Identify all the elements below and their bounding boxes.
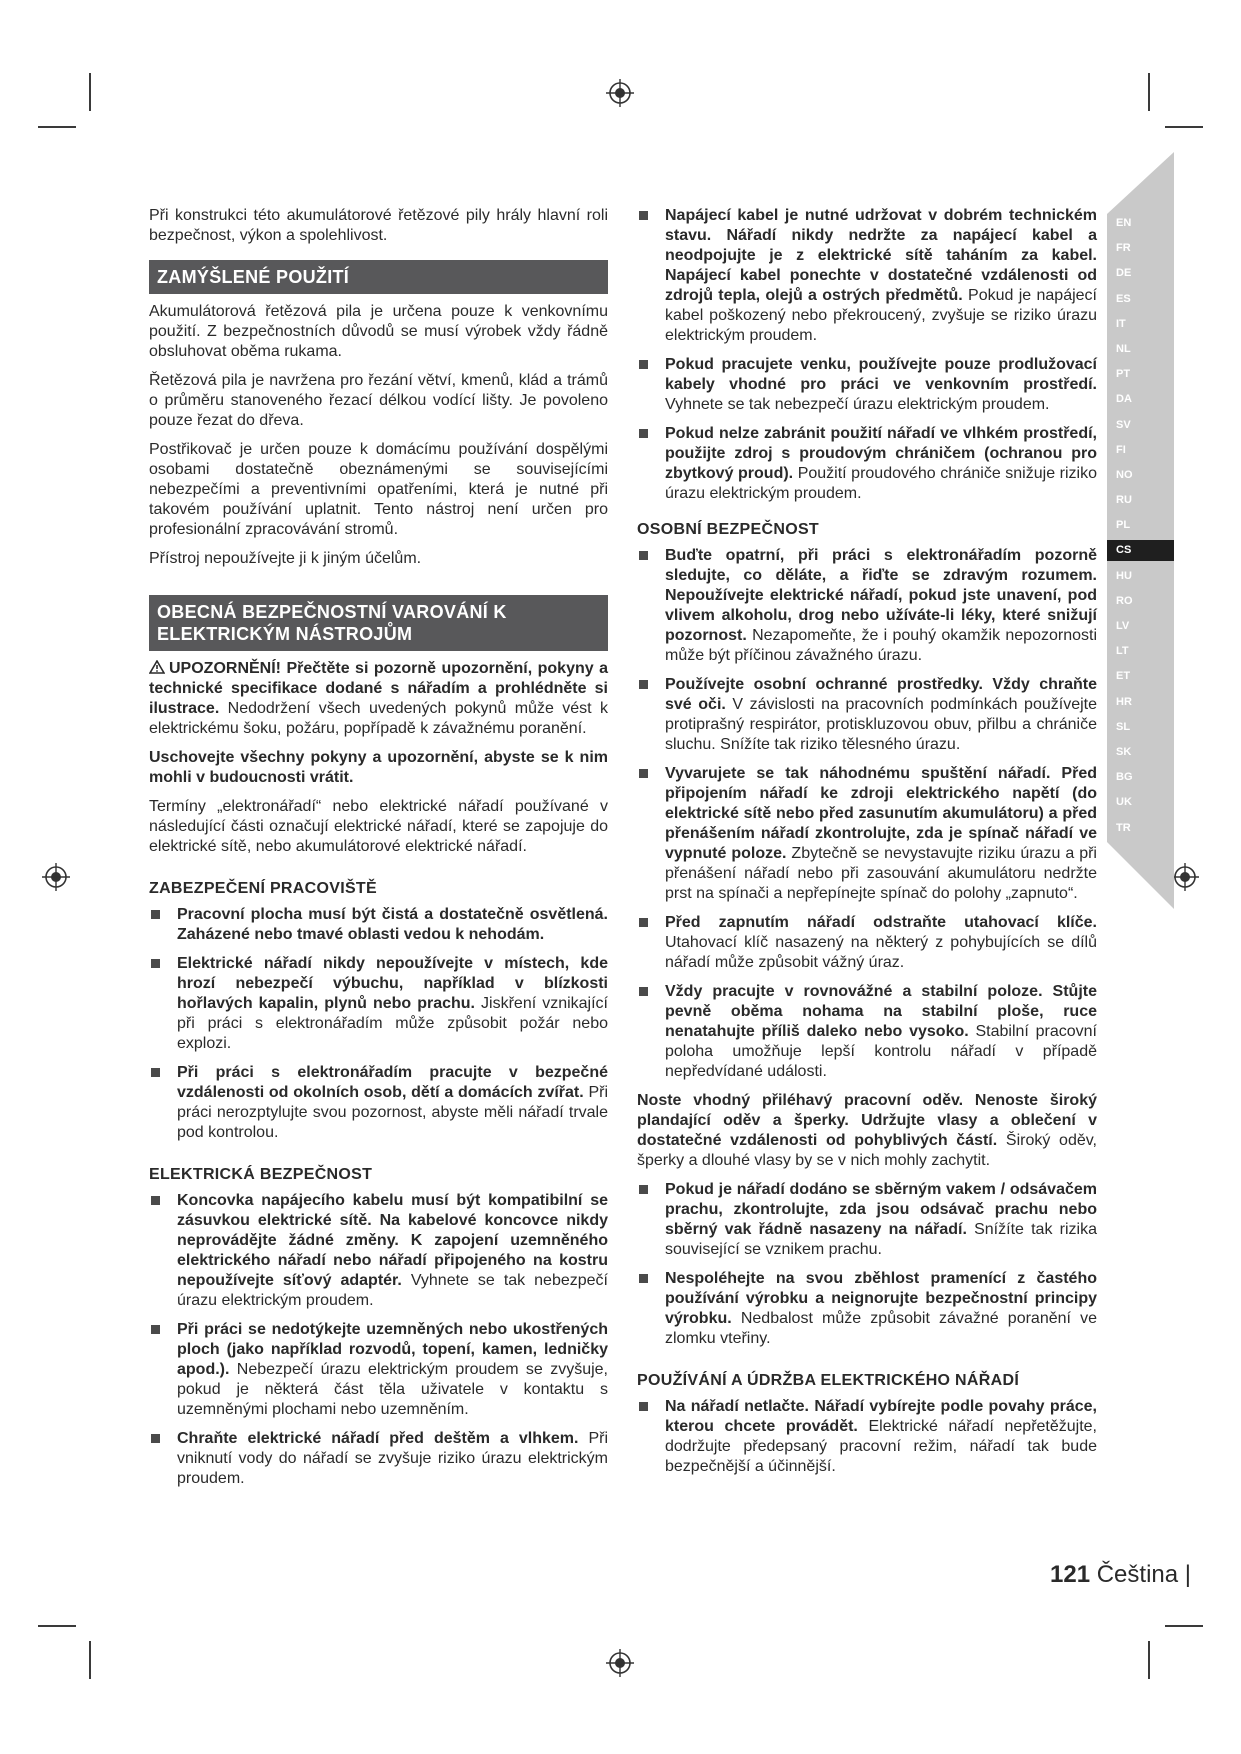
list-item [637, 355, 1097, 415]
list-item-text: Při práci nerozptylujte svou pozornost, abyste měli nářadí trvale pod kontrolou. [177, 1084, 609, 1141]
list-item-bold: Pokud je nářadí dodáno se sběrným vakem / odsávačem prachu, zkontrolujte, zda jsou odsávač prachu nebo sběrný vak řádně nasazeny na nářadí. [665, 1181, 1097, 1238]
language-tabs [1107, 213, 1174, 843]
subheading-usage: POUŽÍVÁNÍ A ÚDRŽBA ELEKTRICKÉHO NÁŘADÍ [637, 1372, 1020, 1389]
bullet-square-icon [639, 769, 648, 778]
language-tab-sv: SV [1116, 418, 1131, 431]
workplace-list [149, 905, 608, 1143]
list-item [637, 764, 1097, 904]
section-heading-intended-use: ZAMÝŠLENÉ POUŽITÍ [149, 260, 608, 294]
list-item [149, 1320, 608, 1420]
bullet-square-icon [151, 1196, 160, 1205]
list-item-text: Při vniknutí vody do nářadí se zvyšuje riziko úrazu elektrickým proudem. [177, 1430, 609, 1487]
bullet-square-icon [151, 1325, 160, 1334]
crop-mark [38, 1625, 76, 1627]
bullet-square-icon [639, 429, 648, 438]
list-item-bold: Pracovní plocha musí být čistá a dostatečně osvětlená. Zaházené nebo tmavé oblasti vedou k nehodám. [177, 906, 608, 943]
bullet-square-icon [639, 680, 648, 689]
list-item-bold: Pokud pracujete venku, používejte pouze prodlužovací kabely vhodné pro práci ve venkovním prostředí. [665, 356, 1097, 393]
keep-instructions-text: Uschovejte všechny pokyny a upozornění, abyste se k nim mohli v budoucnosti vrátit. [149, 749, 608, 786]
list-item-text: V závislosti na pracovních podmínkách používejte protiprašný respirátor, protiskluzovou obuv, přilbu a chrániče sluchu. Snížíte tak riziko tělesného úrazu. [665, 696, 1097, 753]
personal-list [637, 546, 1097, 1082]
bullet-square-icon [639, 1185, 648, 1194]
bullet-square-icon [639, 551, 648, 560]
keep-instructions [149, 748, 608, 788]
list-item-text: Pokud je napájecí kabel poškozený nebo překroucený, zvyšuje se riziko úrazu elektrickým proudem. [665, 287, 1097, 344]
bullet-square-icon [151, 959, 160, 968]
page-footer [1050, 1560, 1191, 1590]
list-item-text: Utahovací klíč nasazený na některý z pohybujících se dílů nářadí může způsobit vážný úraz. [665, 934, 1097, 971]
intro-paragraph: Při konstrukci této akumulátorové řetězové pily hrály hlavní roli bezpečnost, výkon a spolehlivost. [149, 207, 608, 244]
language-tab-tr: TR [1116, 821, 1131, 834]
subheading-electric: ELEKTRICKÁ BEZPEČNOST [149, 1166, 373, 1183]
list-item-bold: Vždy pracujte v rovnovážné a stabilní poloze. Stůjte pevně oběma nohama na stabilní ploše, ruce nenatahujte příliš daleko nebo vysoko. [665, 983, 1097, 1040]
footer-separator: | [1184, 1561, 1191, 1588]
language-tab-en: EN [1116, 217, 1132, 229]
list-item [149, 1063, 608, 1143]
list-item-bold: Při práci s elektronářadím pracujte v bezpečné vzdálenosti od okolních osob, dětí a domácích zvířat. [177, 1064, 608, 1101]
clothing-text: Široký oděv, šperky a dlouhé vlasy by se v nich mohly zachytit. [637, 1132, 1097, 1169]
electric-list-continued [637, 206, 1097, 504]
list-item-bold: Používejte osobní ochranné prostředky. Vždy chraňte své oči. [665, 676, 1097, 713]
language-tab-hu: HU [1116, 569, 1132, 582]
language-tab-fr: FR [1116, 242, 1131, 255]
list-item-text: Nedbalost může způsobit závažné poranění ve zlomku vteřiny. [665, 1310, 1097, 1347]
bullet-square-icon [151, 910, 160, 919]
list-item-text: Nebezpečí úrazu elektrickým proudem se zvyšuje, pokud je některá část těla uživatele v kontaktu s uzemněnými plochami nebo uzemněním. [177, 1361, 608, 1418]
language-tab-sk: SK [1116, 745, 1132, 758]
language-tab-lv: LV [1116, 620, 1130, 632]
electric-list [149, 1191, 608, 1489]
list-item-bold: Pokud nelze zabránit použití nářadí ve vlhkém prostředí, použijte zdroj s proudovým chráničem (ochranou pro zbytkový proud). [665, 425, 1097, 482]
list-item-bold: Na nářadí netlačte. Nářadí vybírejte podle povahy práce, kterou chcete provádět. [665, 1398, 1097, 1435]
list-item [149, 905, 608, 945]
list-item-bold: Koncovka napájecího kabelu musí být kompatibilní se zásuvkou elektrické sítě. Na kabelové koncovce nikdy neprovádějte žádné změny. K zapojení uzemněného elektrického nářadí nebo nářadí připojeného na kostru nepoužívejte síťový adaptér. [177, 1192, 608, 1289]
crop-mark [89, 73, 91, 111]
bullet-square-icon [639, 918, 648, 927]
crop-mark [38, 126, 76, 128]
list-item [149, 1429, 608, 1489]
list-item-text: Jiskření vznikající při práci s elektronářadím může způsobit požár nebo explozi. [177, 995, 608, 1052]
paragraph: Postřikovač je určen pouze k domácímu používání dospělými osobami dostatečně obeznámenými se souvisejícími nebezpečími a preventivními opatřeními, která je nutné při takovém používání uplatnit. Tento nástroj není určen pro profesionální zpracovávání stromů. [149, 441, 608, 538]
list-item-bold: Při práci se nedotýkejte uzemněných nebo ukostřených ploch (jako například rozvodů, topení, kamen, ledničky apod.). [177, 1321, 608, 1378]
clothing-bold: Noste vhodný přiléhavý pracovní oděv. Nenoste široký plandající oděv a šperky. Udržujte vlasy a oblečení v dostatečné vzdálenosti od pohyblivých částí. [637, 1092, 1097, 1149]
bullet-square-icon [639, 211, 648, 220]
language-tab-no: NO [1116, 468, 1133, 481]
heading-line: OBECNÁ BEZPEČNOSTNÍ VAROVÁNÍ K [157, 602, 507, 622]
language-tab-de: DE [1116, 267, 1132, 280]
crop-mark [1148, 73, 1150, 111]
list-item-bold: Napájecí kabel je nutné udržovat v dobrém technickém stavu. Nářadí nikdy nedržte za napájecí kabel a neodpojujte je z elektrické sítě taháním za kabel. Napájecí kabel ponechte v dostatečné vzdálenosti od zdrojů tepla, olejů a ostrých předmětů. [665, 207, 1097, 304]
dust-list [637, 1180, 1097, 1349]
right-column [637, 206, 1097, 1486]
list-item [149, 1191, 608, 1311]
list-item [637, 424, 1097, 504]
crop-mark [1165, 126, 1203, 128]
crop-mark [1165, 1625, 1203, 1627]
warning-text: Nedodržení všech uvedených pokynů může vést k elektrickému šoku, požáru, popřípadě k závažnému poranění. [149, 700, 608, 737]
crop-mark [1148, 1641, 1150, 1679]
list-item-bold: Vyvarujete se tak náhodnému spuštění nářadí. Před připojením nářadí ke zdroji elektrického napětí (do elektrické sítě nebo před zasunutím akumulátoru) a před přenášením nářadí zkontrolujte, zda je spínač nářadí ve vypnuté poloze. [665, 765, 1097, 862]
list-item [637, 675, 1097, 755]
list-item-bold: Před zapnutím nářadí odstraňte utahovací klíče. [665, 914, 1097, 931]
subheading-workplace: ZABEZPEČENÍ PRACOVIŠTĚ [149, 880, 377, 897]
bullet-square-icon [639, 1402, 648, 1411]
language-tab-ro: RO [1116, 594, 1133, 607]
list-item-text: Nezapomeňte, že i pouhý okamžik nepozornosti může být příčinou závažného úrazu. [665, 627, 1097, 664]
language-tab-es: ES [1116, 292, 1131, 305]
language-tab-it: IT [1116, 317, 1126, 330]
warning-paragraph [149, 659, 608, 739]
language-tab-uk: UK [1116, 796, 1132, 809]
list-item-text: Použití proudového chrániče snižuje riziko úrazu elektrickým proudem. [665, 465, 1097, 502]
warning-triangle-icon [149, 660, 165, 674]
list-item-bold: Nespoléhejte na svou zběhlost pramenící z častého používání výrobku a neignorujte bezpečnostní principy výrobku. [665, 1270, 1097, 1327]
bullet-square-icon [639, 987, 648, 996]
list-item-text: Snížíte tak rizika související se vznikem prachu. [665, 1221, 1097, 1258]
section-heading-general-safety [149, 595, 608, 651]
list-item [637, 913, 1097, 973]
list-item-text: Stabilní pracovní poloha umožňuje lepší kontrolu nářadí v případě nepředvídané události. [665, 1023, 1098, 1080]
list-item-text: Vyhnete se tak nebezpečí úrazu elektrickým proudem. [177, 1272, 608, 1309]
warning-bold: UPOZORNĚNÍ! Přečtěte si pozorně upozornění, pokyny a technické specifikace dodané s nářadím a prohlédněte si ilustrace. [149, 660, 608, 717]
heading-line: ELEKTRICKÝM NÁSTROJŮM [157, 624, 413, 644]
bullet-square-icon [151, 1068, 160, 1077]
language-tab-et: ET [1116, 670, 1131, 683]
list-item [637, 1180, 1097, 1260]
list-item [637, 982, 1097, 1082]
language-tab-lt: LT [1116, 645, 1129, 658]
bullet-square-icon [639, 1274, 648, 1283]
clothing-paragraph [637, 1091, 1097, 1171]
list-item [149, 954, 608, 1054]
registration-mark-icon [605, 1648, 635, 1678]
list-item [637, 206, 1097, 346]
list-item-text: Vyhnete se tak nebezpečí úrazu elektrickým proudem. [665, 396, 1050, 413]
language-tab-pt: PT [1116, 368, 1131, 381]
list-item [637, 1397, 1097, 1477]
language-tab-nl: NL [1116, 342, 1131, 355]
language-tab-hr: HR [1116, 695, 1132, 708]
language-tab-cs: CS [1107, 540, 1174, 561]
language-tab-pl: PL [1116, 519, 1131, 532]
list-item [637, 546, 1097, 666]
list-item-bold: Chraňte elektrické nářadí před deštěm a vlhkem. [177, 1430, 579, 1447]
bullet-square-icon [151, 1434, 160, 1443]
bullet-square-icon [639, 360, 648, 369]
language-tab-sl: SL [1116, 720, 1131, 733]
list-item [637, 1269, 1097, 1349]
page-number: 121 [1050, 1561, 1091, 1588]
paragraph: Akumulátorová řetězová pila je určena pouze k venkovnímu použití. Z bezpečnostních důvodů se musí výrobek vždy řádně obsluhovat oběma rukama. [149, 303, 608, 360]
terms-paragraph: Termíny „elektronářadí“ nebo elektrické nářadí používané v následující části označují elektrické nářadí, které se zapojuje do elektrické sítě, nebo akumulátorové elektrické nářadí. [149, 798, 608, 855]
footer-language: Čeština [1096, 1561, 1179, 1588]
list-item-text: Zbytečně se nevystavujte riziku úrazu a při přenášení nářadí nebo při zasouvání akumulátoru nedržte prst na spínači a nepřepínejte spínač do polohy „zapnuto“. [665, 845, 1097, 902]
registration-mark-icon [41, 862, 71, 892]
list-item-bold: Buďte opatrní, při práci s elektronářadím pozorně sledujte, co děláte, a řiďte se zdravým rozumem. Nepoužívejte elektrické nářadí, pokud jste unavení, pod vlivem alkoholu, drog nebo užíváte-li léky, které snižují pozornost. [665, 547, 1097, 644]
paragraph: Přístroj nepoužívejte ji k jiným účelům. [149, 550, 422, 567]
paragraph: Řetězová pila je navržena pro řezání větví, kmenů, klád a trámů o průměru stanoveného řezací délkou vodící lišty. Je povoleno pouze řezat do dřeva. [149, 372, 608, 429]
list-item-text: Elektrické nářadí nepřetěžujte, dodržujte předepsaný pracovní režim, nářadí tak bude bezpečnější a účinnější. [665, 1418, 1097, 1475]
registration-mark-icon [1170, 862, 1200, 892]
list-item-bold: Elektrické nářadí nikdy nepoužívejte v místech, kde hrozí nebezpečí výbuchu, například v blízkosti hořlavých kapalin, plynů nebo prachu. [177, 955, 608, 1012]
left-column [149, 206, 608, 1498]
registration-mark-icon [605, 78, 635, 108]
language-tab-da: DA [1116, 393, 1132, 406]
subheading-personal: OSOBNÍ BEZPEČNOST [637, 521, 820, 538]
crop-mark [89, 1641, 91, 1679]
language-tab-fi: FI [1116, 443, 1126, 456]
language-tab-ru: RU [1116, 494, 1132, 507]
language-tab-bg: BG [1116, 771, 1133, 784]
usage-list [637, 1397, 1097, 1477]
